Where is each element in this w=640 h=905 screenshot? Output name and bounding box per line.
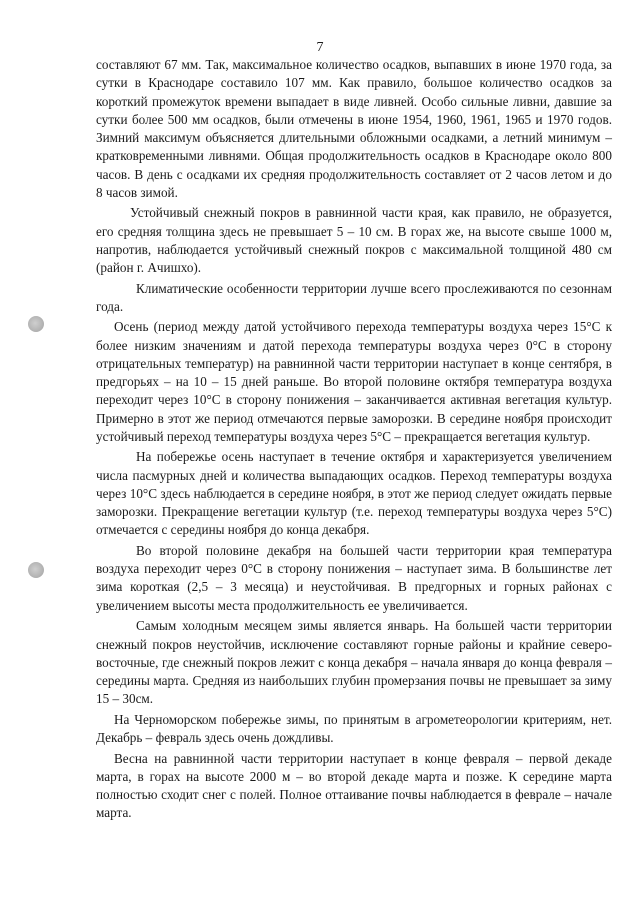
paragraph-winter-onset: Во второй половине декабря на большей части территории края температура воздуха переходит через 0°С в сторону понижения – наступает зима. В большинстве лет зима короткая (2,5 – 3 месяца) и неустойчивая. В предгорных и горных районах с увеличением высоты места продолжительность ее увеличивается.	[96, 542, 612, 613]
paragraph-january: Самым холодным месяцем зимы является январь. На большей части территории снежный покров неустойчив, исключение составляют горные районы и крайние северо-восточные, где снежный покров лежит с конца декабря – начала января до конца февраля – середины марта. Средняя из наибольших глубин промерзания почвы не превышает за зиму 15 – 30см.	[96, 618, 612, 707]
punch-hole-mark	[28, 562, 44, 578]
punch-hole-mark	[28, 316, 44, 332]
paragraph-autumn: Осень (период между датой устойчивого перехода температуры воздуха через 15°С к более низким значениям и датой перехода температуры воздуха через 0°С в сторону отрицательных температур) на равнинной части территории наступает в конце сентября, в предгорьях – на 10 – 15 дней раньше. Во второй половине октября температура воздуха переходит через 10°С в сторону понижения – заканчивается активная вегетация культур. Примерно в этот же период отмечаются первые заморозки. В середине ноября происходит устойчивый переход температуры воздуха через 5°С – прекращается вегетация культур.	[96, 319, 612, 444]
paragraph-seasons-intro: Климатические особенности территории лучше всего прослеживаются по сезоннам года.	[96, 280, 612, 314]
page-number: 7	[316, 40, 324, 55]
paragraph-spring: Весна на равнинной части территории наступает в конце февраля – первой декаде марта, в горах на высоте 2000 м – во второй декаде марта и позже. К середине марта полностью сходит снег с полей. Полное оттаивание почвы наблюдается в феврале – начале марта.	[96, 750, 612, 821]
paragraph-autumn-coast: На побережье осень наступает в течение октября и характеризуется увеличением числа пасмурных дней и количества выпадающих осадков. Переход температуры воздуха через 10°С здесь наблюдается в середине ноября, в этот же период следует ожидать первые заморозки. Прекращение вегетации культур (т.е. переход температуры воздуха через 5°С) отмечается с середины ноября до конца декабря.	[96, 449, 612, 538]
paragraph-black-sea-coast: На Черноморском побережье зимы, по принятым в агрометеорологии критериям, нет. Декабрь – февраль здесь очень дождливы.	[96, 711, 612, 746]
paragraph-snow-cover: Устойчивый снежный покров в равнинной части края, как правило, не образуется, его средняя толщина здесь не превышает 5 – 10 см. В горах же, на высоте свыше 1000 м, напротив, наблюдается устойчивый снежный покров с максимальной толщиной 480 см (район г. Ачишхо).	[96, 205, 612, 276]
paragraph-precipitation: составляют 67 мм. Так, максимальное количество осадков, выпавших в июне 1970 года, за сутки в Краснодаре составило 107 мм. Как правило, большое количество осадков за короткий промежуток времени выпадает в виде ливней. Особо сильные ливни, давшие за сутки более 500 мм осадков, были отмечены в июне 1954, 1960, 1961, 1965 и 1970 годов. Зимний максимум объясняется длительными обложными осадками, а летний минимум – кратковременными ливнями. Общая продолжительность осадков в Краснодаре около 800 часов. В день с осадками их средняя продолжительность составляет от 2 часов летом и до 8 часов зимой.	[96, 57, 612, 200]
document-body	[96, 56, 612, 825]
